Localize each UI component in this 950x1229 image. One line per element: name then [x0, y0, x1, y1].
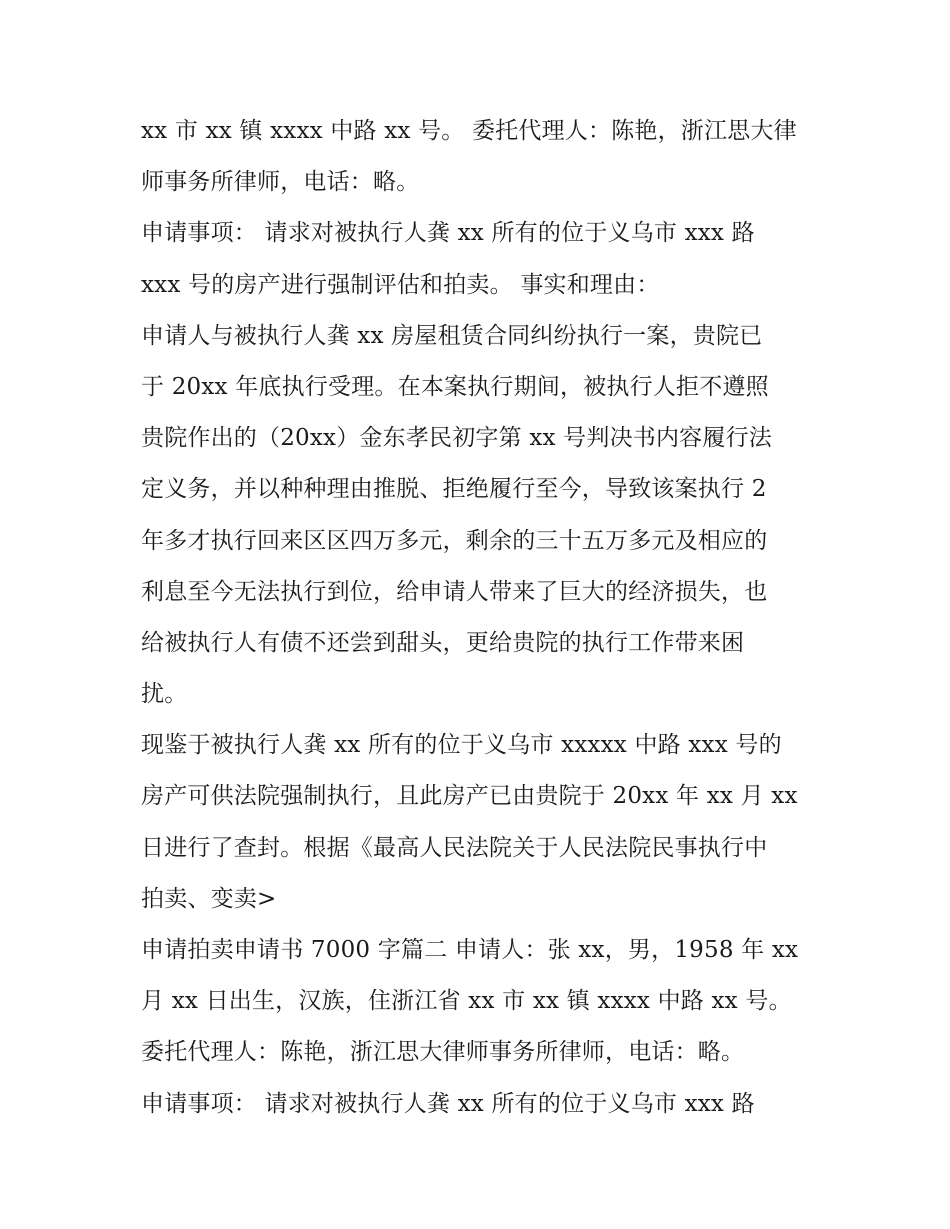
text-line: 于 20xx 年底执行受理。在本案执行期间，被执行人拒不遵照: [141, 373, 769, 400]
text-line: 申请拍卖申请书 7000 字篇二 申请人：张 xx，男，1958 年 xx: [141, 937, 799, 963]
text-line: 现鉴于被执行人龚 xx 所有的位于义乌市 xxxxx 中路 xxx 号的: [141, 732, 782, 759]
text-line: 定义务，并以种种理由推脱、拒绝履行至今，导致该案执行 2: [141, 476, 767, 503]
text-line: 申请人与被执行人龚 xx 房屋租赁合同纠纷执行一案，贵院已: [141, 322, 763, 349]
text-line: 房产可供法院强制执行，且此房产已由贵院于 20xx 年 xx 月 xx: [141, 783, 798, 810]
text-line: 师事务所律师，电话：略。: [141, 169, 420, 196]
text-line: 给被执行人有债不还尝到甜头，更给贵院的执行工作带来困: [141, 629, 745, 656]
text-line: 委托代理人：陈艳，浙江思大律师事务所律师，电话：略。: [141, 1039, 745, 1066]
text-line: 申请事项： 请求对被执行人龚 xx 所有的位于义乌市 xxx 路: [141, 1090, 755, 1117]
text-line: xx 市 xx 镇 xxxx 中路 xx 号。 委托代理人：陈艳，浙江思大律: [141, 118, 797, 144]
text-line: 扰。: [141, 681, 188, 708]
text-line: xxx 号的房产进行强制评估和拍卖。 事实和理由：: [141, 271, 660, 298]
text-line: 日进行了查封。根据《最高人民法院关于人民法院民事执行中: [141, 834, 768, 861]
text-line: 年多才执行回来区区四万多元，剩余的三十五万多元及相应的: [141, 527, 768, 554]
text-line: 月 xx 日出生，汉族，住浙江省 xx 市 xx 镇 xxxx 中路 xx 号。: [141, 988, 792, 1015]
document-body: [141, 106, 821, 1130]
text-line: 贵院作出的（20xx）金东孝民初字第 xx 号判决书内容履行法: [141, 425, 772, 452]
text-line: 拍卖、变卖>: [141, 885, 277, 912]
text-line: 利息至今无法执行到位，给申请人带来了巨大的经济损失，也: [141, 578, 768, 605]
text-line: 申请事项： 请求对被执行人龚 xx 所有的位于义乌市 xxx 路: [141, 220, 755, 247]
